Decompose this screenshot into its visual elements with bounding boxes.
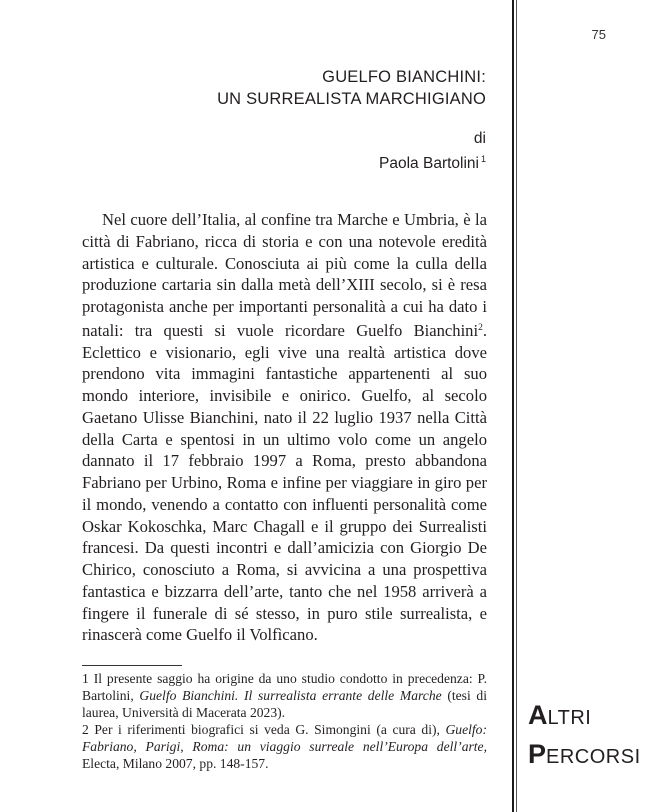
author-byline <box>280 128 486 174</box>
footnotes <box>82 670 487 773</box>
section-tag-rest-2: ERCORSI <box>546 746 641 768</box>
margin-rule-thick <box>512 0 514 812</box>
footnote-2 <box>82 721 487 772</box>
footnote-2-text: 2 Per i riferimenti biografici si veda G. Simongini (a cura di), <box>82 722 446 738</box>
footnote-1-text: 1 Il presente saggio ha origine da uno studio condotto in precedenza: P. Bartolini, <box>82 671 487 704</box>
section-tag <box>528 698 650 776</box>
footnote-1 <box>82 670 487 721</box>
footnote-2-source: Electa, Milano 2007, pp. 148-157. <box>82 756 269 772</box>
article-title <box>180 66 486 110</box>
section-tag-initial-2: P <box>528 739 547 769</box>
page-number: 75 <box>591 27 606 42</box>
section-tag-word-1 <box>528 698 650 737</box>
title-line-2: UN SURREALISTA MARCHIGIANO <box>217 90 486 108</box>
footnote-separator <box>82 665 182 666</box>
footnote-1-title: Guelfo Bianchini. Il surrealista errante delle Marche <box>139 688 442 704</box>
section-tag-initial-1: A <box>528 700 548 730</box>
author-name-line <box>280 149 486 174</box>
section-tag-word-2 <box>528 737 650 776</box>
footnote-2-title: Guelfo: Fabriano, Parigi, Roma: un viaggio surreale nell’Europa dell’arte, <box>82 722 487 755</box>
section-tag-rest-1: LTRI <box>547 707 592 729</box>
body-text-part-2: . Eclettico e visionario, egli vive una realtà artistica dove prendono vita immagini fantastiche appartenenti al suo mondo interiore, invisibile e onirico. Guelfo, al secolo Gaetano Ulisse Bianchini, nato il 22 luglio 1937 nella Città della Carta e spentosi in un ultimo volo come un angelo dannato il 17 febbraio 1997 a Roma, presto abbandona Fabriano per Urbino, Roma e infine per viaggiare in giro per il mondo, venendo a contatto con influenti personalità come Oskar Kokoschka, Marc Chagall e il gruppo dei Surrealisti francesi. Da questi incontri e dall’amicizia con Giorgio De Chirico, conosciuto a Roma, si avvicina a una prospettiva fantastica e bizzarra dell’arte, tanto che nel 1958 arriverà a fingere il funerale di sé stesso, in puro stile surrealista, e rinascerà come Guelfo il Volfìcano. <box>82 320 487 645</box>
body-paragraph <box>82 209 487 646</box>
author-name: Paola Bartolini <box>379 155 479 172</box>
footnote-1-source: (tesi di laurea, Università di Macerata 2023). <box>82 688 487 721</box>
body-text-part-1: Nel cuore dell’Italia, al confine tra Marche e Umbria, è la città di Fabriano, ricca di storia e con una notevole eredità artistica e culturale. Conosciuta ai più come la culla della produzione cartaria sin dalla metà dell’XIII secolo, si è resa protagonista anche per importanti personalità a cui ha dato i natali: tra questi si vuole ricordare Guelfo Bianchini <box>82 210 487 340</box>
body-footnote-ref: 2 <box>478 322 483 333</box>
author-footnote-ref: 1 <box>480 154 486 164</box>
author-by: di <box>473 130 486 147</box>
margin-rule-thin <box>516 0 517 812</box>
title-line-1: GUELFO BIANCHINI: <box>322 68 486 86</box>
